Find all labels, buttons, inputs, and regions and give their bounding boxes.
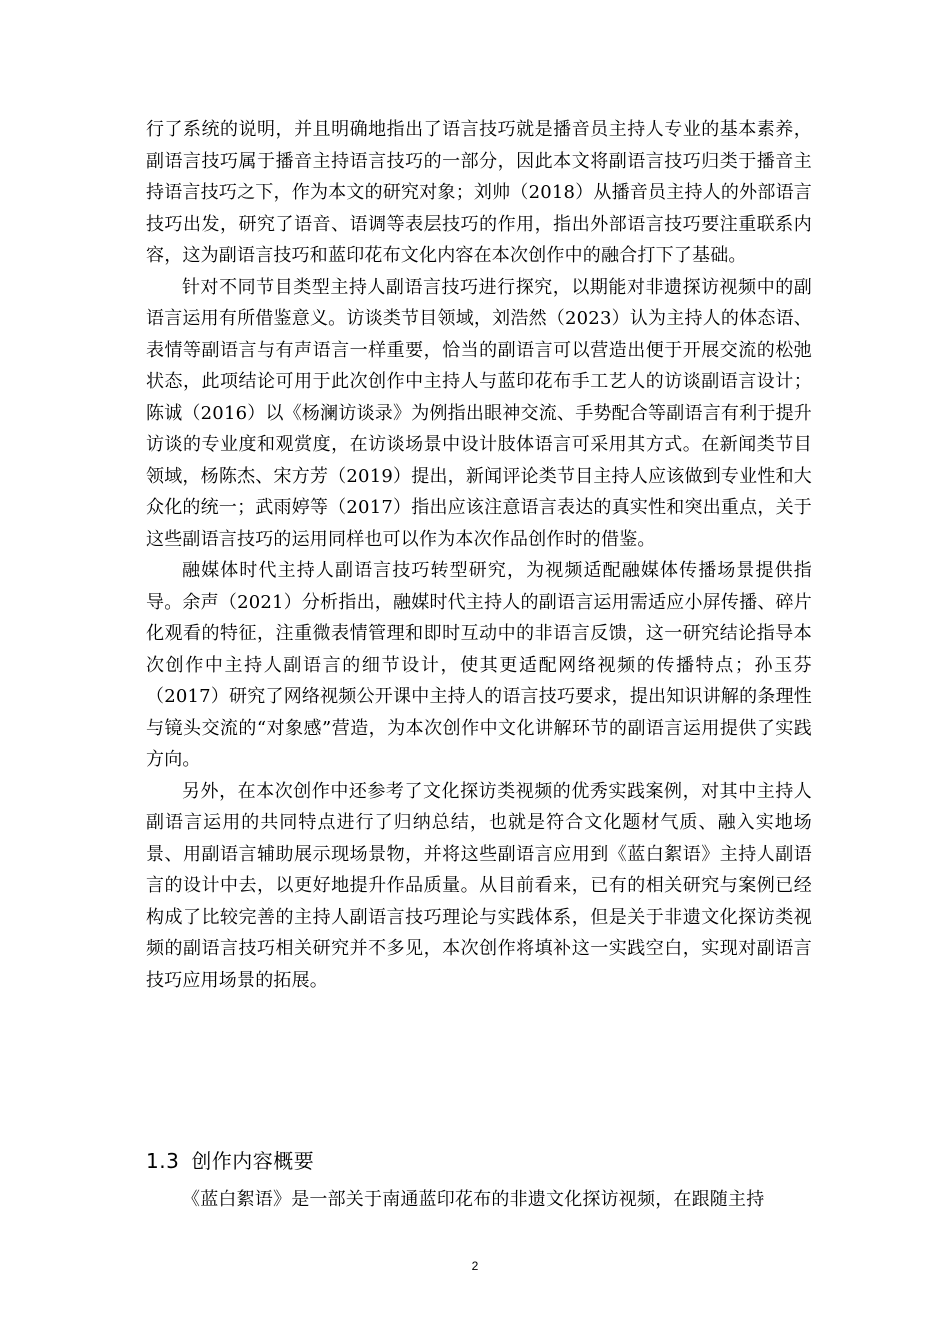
- paragraph: 融媒体时代主持人副语言技巧转型研究，为视频适配融媒体传播场景提供指导。余声（2021）分析指出，融媒时代主持人的副语言运用需适应小屏传播、碎片化观看的特征，注重微表情管理和即时互动中的非语言反馈，这一研究结论指导本次创作中主持人副语言的细节设计，使其更适配网络视频的传播特点；孙玉芬（2017）研究了网络视频公开课中主持人的语言技巧要求，提出知识讲解的条理性与镜头交流的“对象感”营造，为本次创作中文化讲解环节的副语言运用提供了实践方向。: [146, 560, 812, 770]
- paragraph: 另外，在本次创作中还参考了文化探访类视频的优秀实践案例，对其中主持人副语言运用的共同特点进行了归纳总结，也就是符合文化题材气质、融入实地场景、用副语言辅助展示现场景物，并将这些副语言应用到《蓝白絮语》主持人副语言的设计中去，以更好地提升作品质量。从目前看来，已有的相关研究与案例已经构成了比较完善的主持人副语言技巧理论与实践体系，但是关于非遗文化探访类视频的副语言技巧相关研究并不多见，本次创作将填补这一实践空白，实现对副语言技巧应用场景的拓展。: [146, 780, 812, 991]
- paragraph-start: 《蓝白絮语》是一部关于南通蓝印花布的非遗文化探访视频，在跟随主持: [182, 1189, 765, 1210]
- paragraph: 针对不同节目类型主持人副语言技巧进行探究，以期能对非遗探访视频中的副语言运用有所借鉴意义。访谈类节目领域，刘浩然（2023）认为主持人的体态语、表情等副语言与有声语言一样重要，恰当的副语言可以营造出便于开展交流的松弛状态，此项结论可用于此次创作中主持人与蓝印花布手工艺人的访谈副语言设计；陈诚（2016）以《杨澜访谈录》为例指出眼神交流、手势配合等副语言有利于提升访谈的专业度和观赏度，在访谈场景中设计肢体语言可采用其方式。在新闻类节目领域，杨陈杰、宋方芳（2019）提出，新闻评论类节目主持人应该做到专业性和大众化的统一；武雨婷等（2017）指出应该注意语言表达的真实性和突出重点，关于这些副语言技巧的运用同样也可以作为本次作品创作时的借鉴。: [146, 276, 812, 550]
- page-number: 2: [471, 1259, 479, 1273]
- section-title: 创作内容概要: [191, 1149, 315, 1173]
- section-heading: [146, 1143, 314, 1179]
- section-body: [146, 1184, 812, 1216]
- body-text: [146, 114, 812, 996]
- paragraph-continued: 行了系统的说明，并且明确地指出了语言技巧就是播音员主持人专业的基本素养，副语言技巧属于播音主持语言技巧的一部分，因此本文将副语言技巧归类于播音主持语言技巧之下，作为本文的研究对象；刘帅（2018）从播音员主持人的外部语言技巧出发，研究了语音、语调等表层技巧的作用，指出外部语言技巧要注重联系内容，这为副语言技巧和蓝印花布文化内容在本次创作中的融合打下了基础。: [146, 119, 812, 266]
- section-number: 1.3: [146, 1149, 180, 1173]
